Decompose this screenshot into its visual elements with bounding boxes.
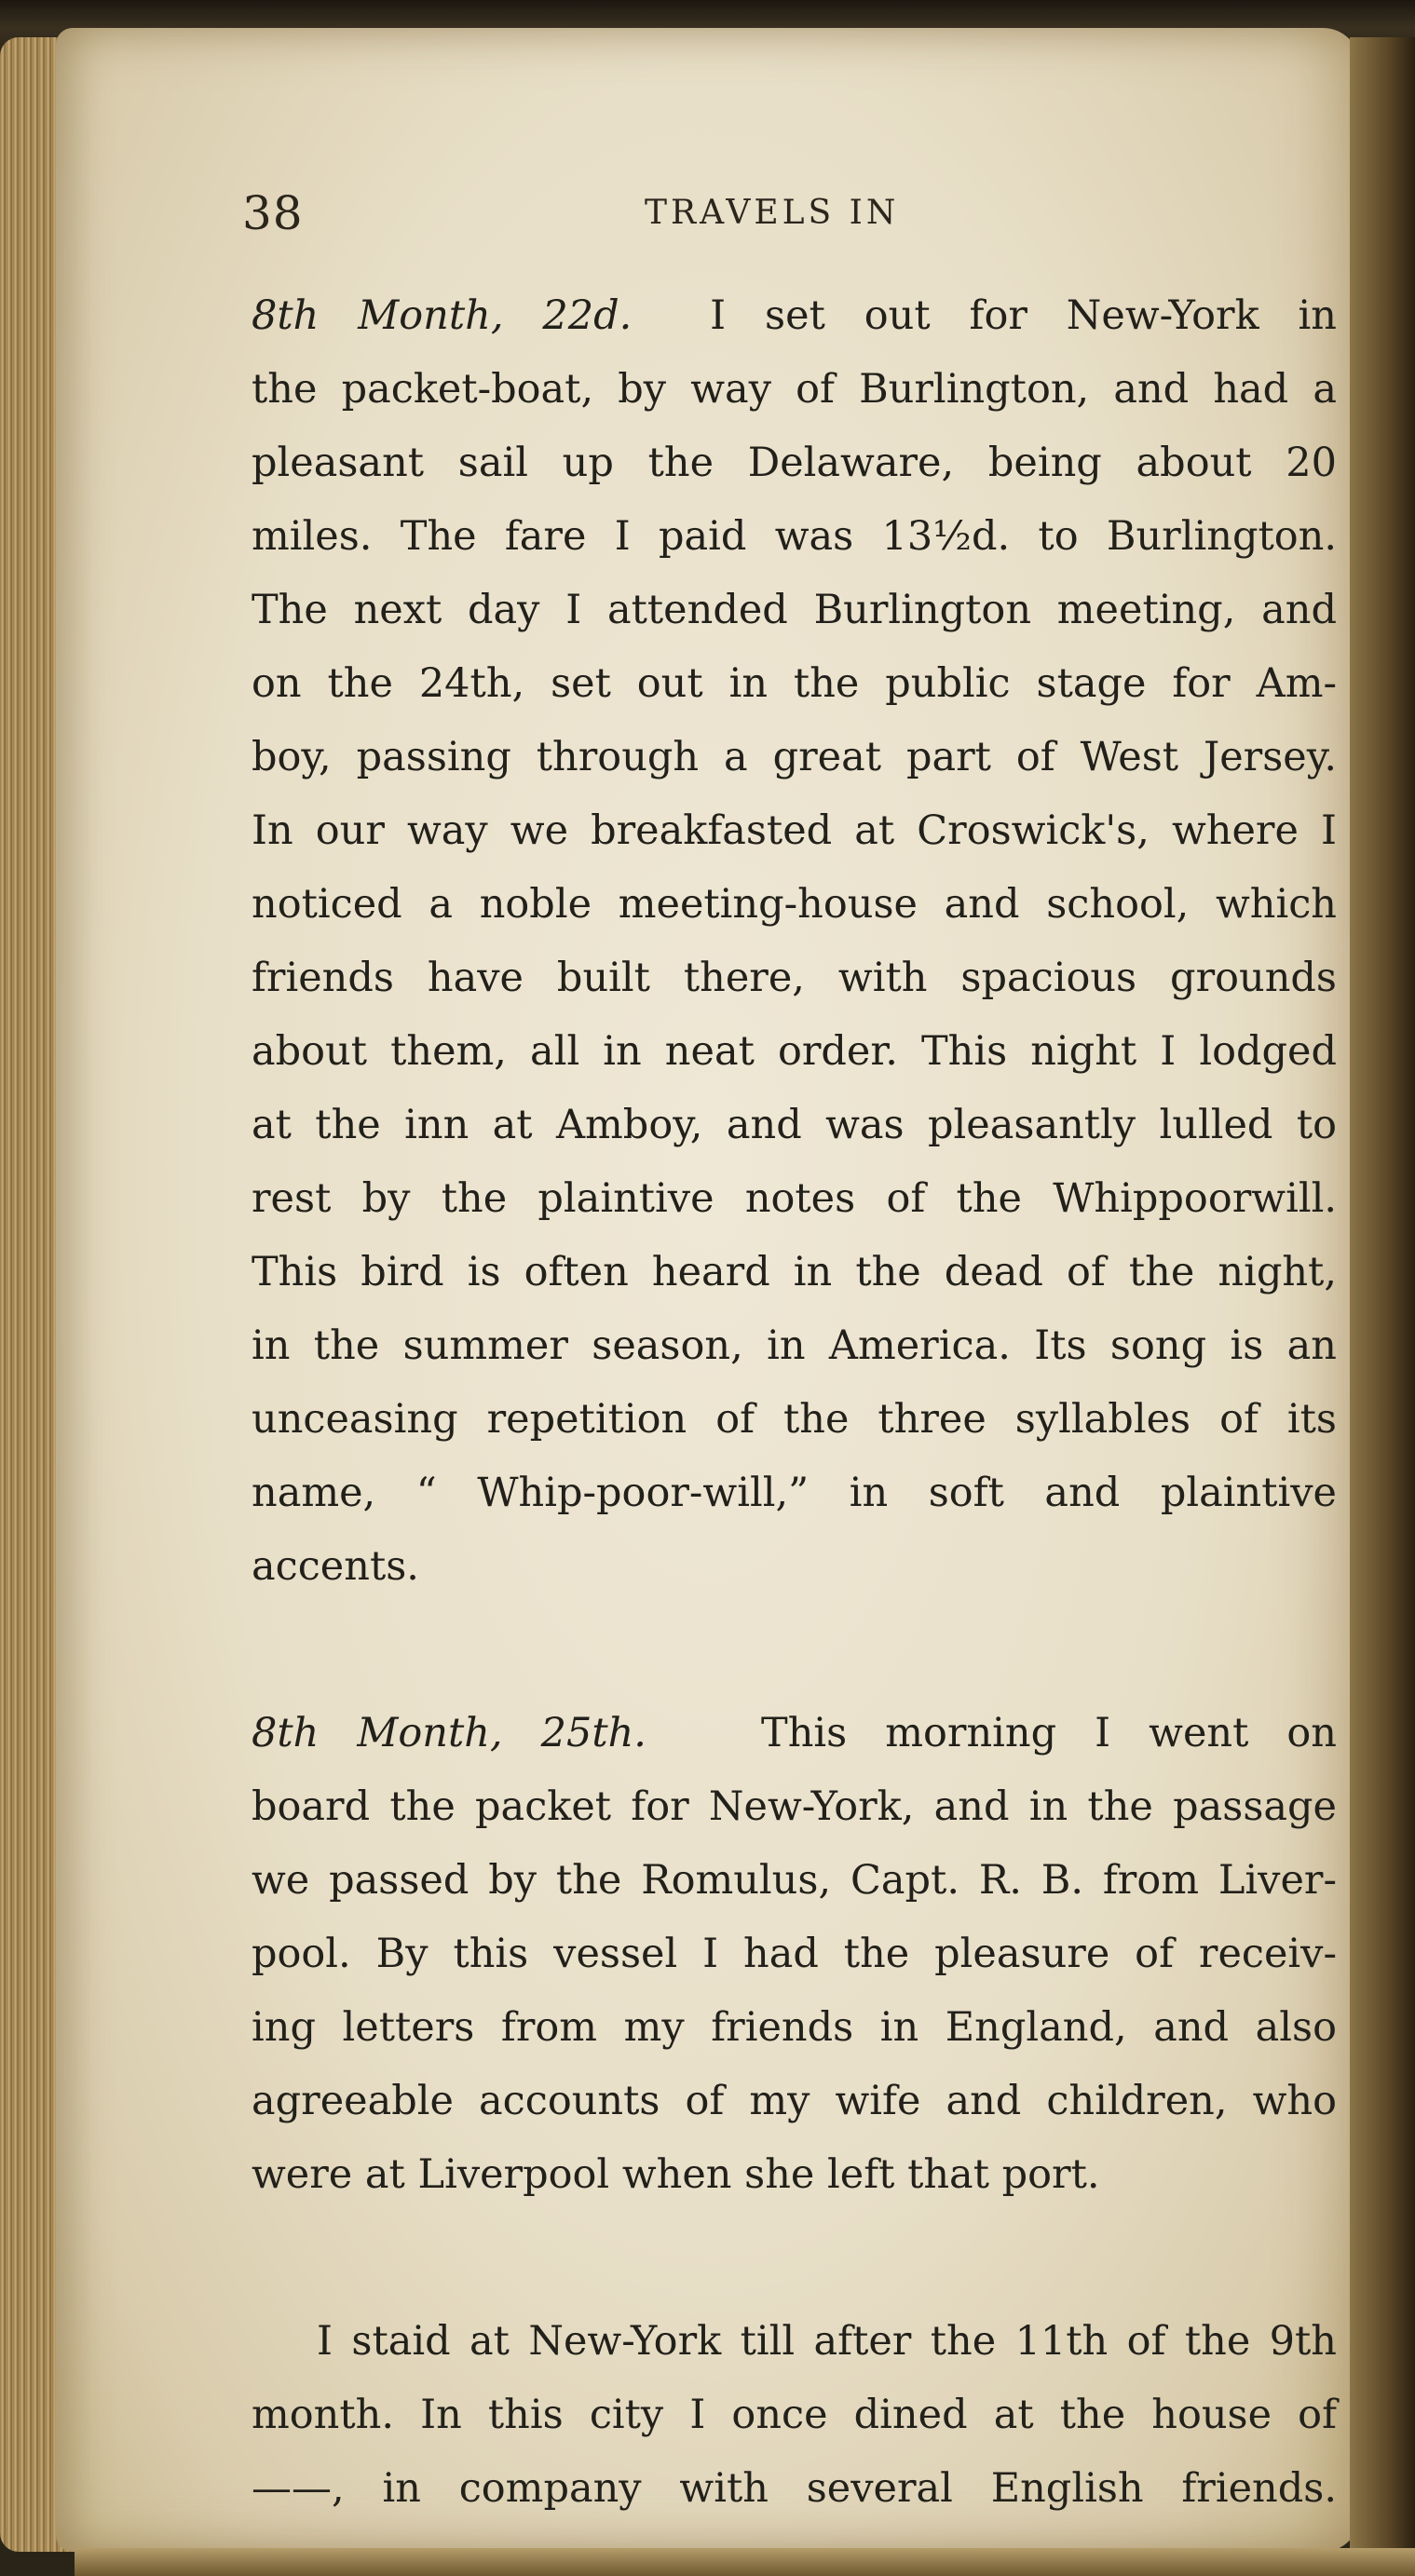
text-line: pleasant sail up the Delaware, being about 20 xyxy=(252,440,1337,486)
text-line: ——, in company with several English friends. xyxy=(252,2465,1337,2512)
text-line: in the summer season, in America. Its song is an xyxy=(252,1322,1337,1369)
text-line: In our way we breakfasted at Croswick's, where I xyxy=(252,807,1337,854)
text-line: boy, passing through a great part of West Jersey. xyxy=(252,734,1337,780)
paragraph-3 xyxy=(252,2305,1337,2526)
text-line: 8th Month, 22d. I set out for New-York in xyxy=(252,292,1337,339)
text-line: the packet-boat, by way of Burlington, and had a xyxy=(252,366,1337,413)
bottom-edge xyxy=(75,2548,1415,2576)
text-line: month. In this city I once dined at the house of xyxy=(252,2392,1337,2438)
paragraph-1 xyxy=(252,279,1337,1604)
text-line: miles. The fare I paid was 13½d. to Burlington. xyxy=(252,513,1337,560)
text-line: noticed a noble meeting-house and school, which xyxy=(252,881,1337,928)
text-line: were at Liverpool when she left that port. xyxy=(252,2151,1100,2198)
binding-shadow xyxy=(1350,37,1415,2570)
text-line: agreeable accounts of my wife and children, who xyxy=(252,2078,1337,2124)
running-title: TRAVELS IN xyxy=(645,194,900,232)
text-line: 8th Month, 25th. This morning I went on xyxy=(252,1710,1337,1756)
text-line: board the packet for New-York, and in the passage xyxy=(252,1783,1337,1830)
running-head xyxy=(242,186,1295,261)
paragraph-gap xyxy=(252,1604,1337,1697)
text-line: pool. By this vessel I had the pleasure of receiv- xyxy=(252,1931,1337,1977)
text-line: unceasing repetition of the three syllables of its xyxy=(252,1396,1337,1443)
entry-date: 8th Month, 25th. xyxy=(252,1710,646,1756)
paragraph-2 xyxy=(252,1697,1337,2212)
text-line: at the inn at Amboy, and was pleasantly lulled to xyxy=(252,1102,1337,1148)
text-line: we passed by the Romulus, Capt. R. B. from Liver- xyxy=(252,1857,1337,1904)
text-line: accents. xyxy=(252,1543,419,1590)
entry-date: 8th Month, 22d. xyxy=(252,292,633,339)
text-line: about them, all in neat order. This night I lodged xyxy=(252,1028,1337,1075)
page-number: 38 xyxy=(242,186,304,240)
text-line: friends have built there, with spacious grounds xyxy=(252,955,1337,1001)
text-line: This bird is often heard in the dead of the night, xyxy=(252,1249,1337,1295)
text-line: name, “ Whip-poor-will,” in soft and plaintive xyxy=(252,1470,1337,1516)
paragraph-gap xyxy=(252,2212,1337,2305)
text-line: I staid at New-York till after the 11th of the 9th xyxy=(317,2318,1337,2365)
text-line: The next day I attended Burlington meeting, and xyxy=(252,587,1337,633)
text-line: on the 24th, set out in the public stage for Am- xyxy=(252,660,1337,707)
body-text xyxy=(252,279,1337,2526)
text-line: rest by the plaintive notes of the Whippoorwill. xyxy=(252,1175,1337,1222)
text-line: ing letters from my friends in England, and also xyxy=(252,2004,1337,2051)
